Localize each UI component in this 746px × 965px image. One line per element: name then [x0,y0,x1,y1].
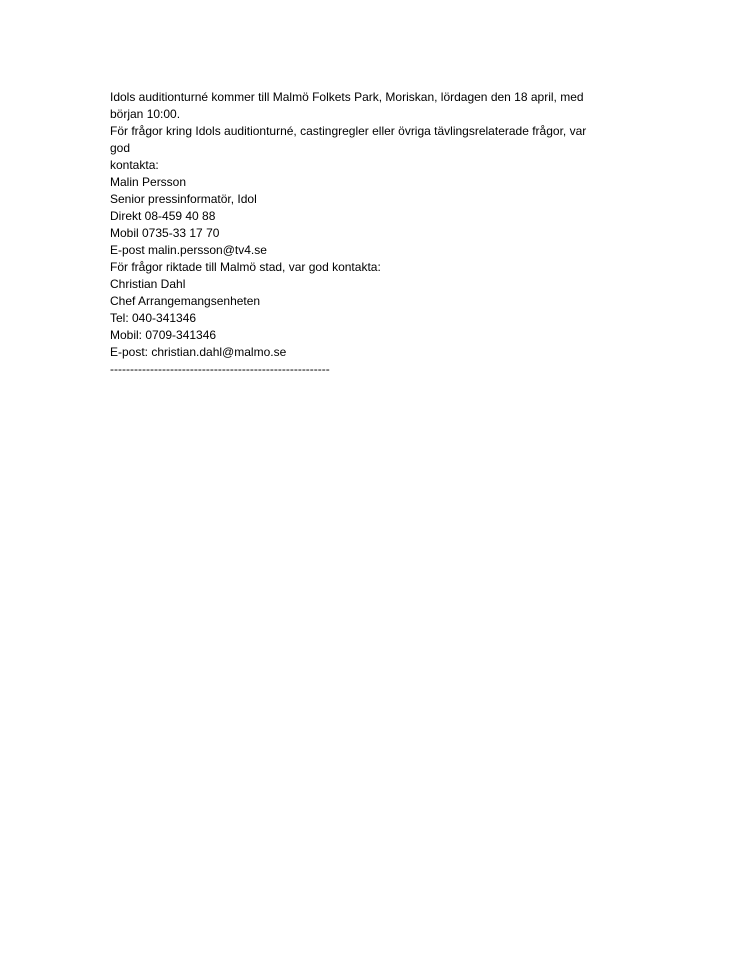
contact-mobile-malin: Mobil 0735-33 17 70 [110,226,220,240]
contact-email-malin: E-post malin.persson@tv4.se [110,243,267,257]
dashed-divider: ------------------------------------------------------- [110,362,330,376]
contact-mobile-christian: Mobil: 0709-341346 [110,328,217,342]
contact-name-malin: Malin Persson [110,175,187,189]
audition-announcement-line-1: Idols auditionturné kommer till Malmö Folkets Park, Moriskan, lördagen den 18 april, med [110,90,584,104]
contact-email-christian: E-post: christian.dahl@malmo.se [110,345,287,359]
audition-announcement-line-2: början 10:00. [110,107,181,121]
contact-intro-line-3: kontakta: [110,158,159,172]
malmo-contact-intro: För frågor riktade till Malmö stad, var god kontakta: [110,260,381,274]
contact-title-christian: Chef Arrangemangsenheten [110,294,261,308]
contact-name-christian: Christian Dahl [110,277,186,291]
contact-intro-line-1: För frågor kring Idols auditionturné, castingregler eller övriga tävlingsrelaterade frågor, var [110,124,587,138]
contact-intro-line-2: god [110,141,131,155]
document-body [110,89,636,378]
contact-tel-christian: Tel: 040-341346 [110,311,197,325]
contact-title-malin: Senior pressinformatör, Idol [110,192,257,206]
contact-direct-phone: Direkt 08-459 40 88 [110,209,216,223]
